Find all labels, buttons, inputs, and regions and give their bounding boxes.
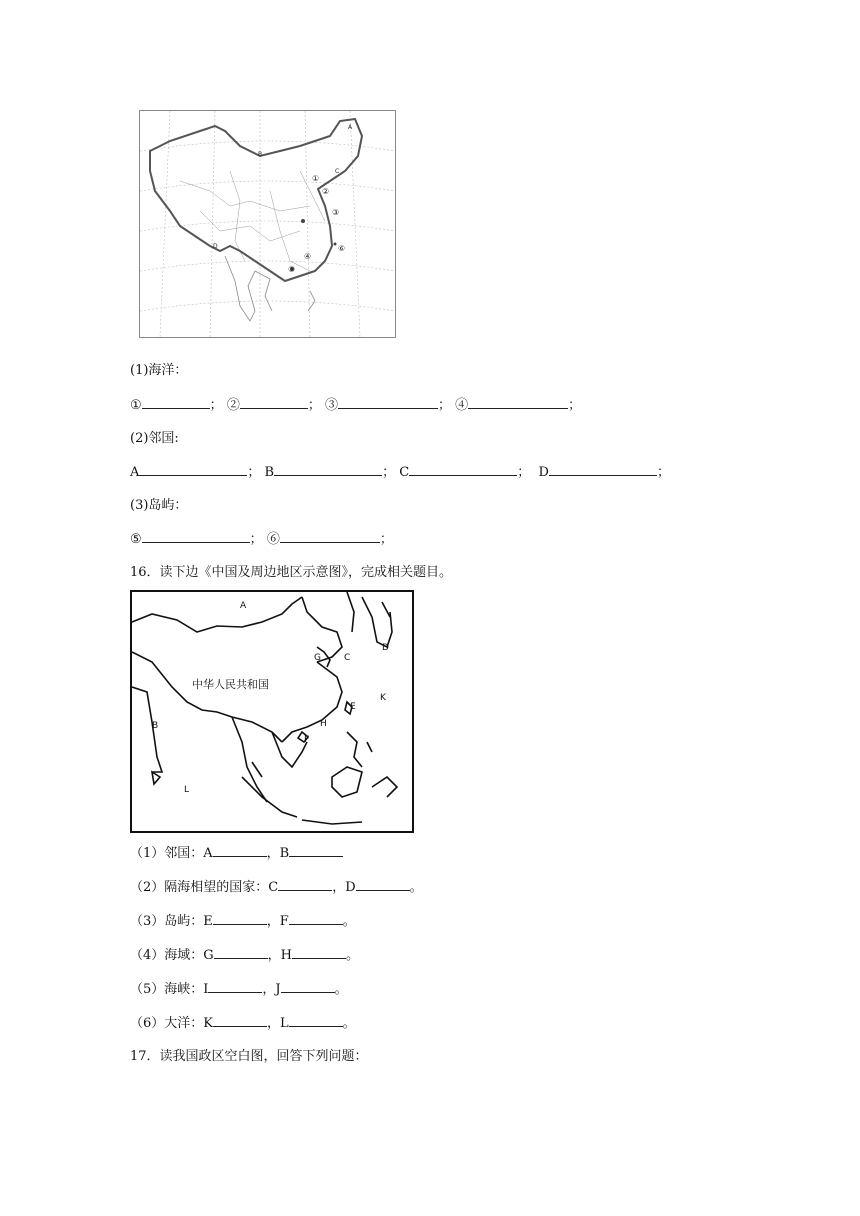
sep: ； bbox=[379, 532, 393, 547]
blank-neighbor-a[interactable] bbox=[139, 463, 247, 476]
blank-ocean-3[interactable] bbox=[338, 396, 438, 409]
item-mid: ，D bbox=[332, 880, 356, 895]
map1-label-5: ⑤ bbox=[288, 265, 296, 274]
ocean-item-4: ④ bbox=[455, 398, 469, 413]
neighbor-item-a: A bbox=[130, 465, 140, 480]
blank-d[interactable] bbox=[356, 878, 410, 891]
map2-country-label: 中华人民共和国 bbox=[192, 678, 269, 691]
blank-c[interactable] bbox=[278, 878, 332, 891]
item-prefix: （3）岛屿：E bbox=[130, 914, 213, 929]
map2-label-l: L bbox=[184, 785, 190, 795]
blank-ocean-1[interactable] bbox=[142, 396, 210, 409]
neighbor-blanks-line bbox=[130, 463, 670, 482]
item-end: 。 bbox=[342, 914, 356, 929]
blank-neighbor-b[interactable] bbox=[274, 463, 382, 476]
blank-ocean-2[interactable] bbox=[240, 396, 308, 409]
map2-svg bbox=[132, 592, 412, 831]
item-prefix: （1）邻国：A bbox=[130, 846, 213, 861]
blank-e[interactable] bbox=[213, 912, 267, 925]
map2-label-k: K bbox=[380, 693, 386, 703]
item-mid: ，B bbox=[266, 846, 290, 861]
map2-label-f: F bbox=[304, 735, 310, 745]
sep: ； bbox=[517, 465, 531, 480]
sep: ； bbox=[438, 398, 452, 413]
sep: ； bbox=[307, 398, 321, 413]
blank-neighbor-c[interactable] bbox=[409, 463, 517, 476]
blank-k[interactable] bbox=[213, 1014, 267, 1027]
neighbor-item-b: B bbox=[264, 465, 275, 480]
item-prefix: （6）大洋：K bbox=[130, 1016, 213, 1031]
neighbor-heading: (2)邻国: bbox=[130, 431, 179, 446]
map1-label-1: ① bbox=[312, 174, 320, 183]
map1-label-b: B bbox=[258, 151, 263, 158]
sep: ； bbox=[656, 465, 670, 480]
map2-label-d: D bbox=[382, 643, 389, 653]
map2-label-a: A bbox=[240, 601, 247, 611]
blank-ocean-4[interactable] bbox=[468, 396, 568, 409]
q16-item-6 bbox=[130, 1014, 356, 1033]
question-17-title: 17．读我国政区空白图，回答下列问题： bbox=[130, 1049, 368, 1064]
item-end: 。 bbox=[409, 880, 423, 895]
q16-item-2 bbox=[130, 878, 423, 897]
blank-l[interactable] bbox=[289, 1014, 343, 1027]
q16-item-4 bbox=[130, 946, 359, 965]
map2-label-c: C bbox=[344, 653, 351, 663]
sep: ； bbox=[382, 465, 396, 480]
item-mid: ，L bbox=[266, 1016, 289, 1031]
map2-label-g: G bbox=[314, 653, 321, 663]
q16-item-5 bbox=[130, 980, 348, 999]
island-item-5: ⑤ bbox=[130, 532, 142, 547]
island-blanks-line bbox=[130, 530, 393, 549]
item-end: 。 bbox=[342, 1016, 356, 1031]
map1-svg bbox=[140, 111, 395, 337]
item-prefix: （4）海域：G bbox=[130, 948, 214, 963]
ocean-item-3: ③ bbox=[324, 398, 338, 413]
sep: ； bbox=[249, 532, 263, 547]
map1-label-a: A bbox=[348, 124, 353, 131]
map1-label-4: ④ bbox=[304, 252, 312, 261]
china-outline-map bbox=[139, 110, 396, 338]
map1-label-3: ③ bbox=[332, 208, 340, 217]
island-item-6: ⑥ bbox=[266, 532, 280, 547]
sep: ； bbox=[247, 465, 261, 480]
item-mid: ，J bbox=[262, 982, 281, 997]
map2-label-b: B bbox=[152, 721, 159, 731]
blank-h[interactable] bbox=[292, 946, 346, 959]
map1-label-d: D bbox=[213, 243, 218, 250]
item-mid: ，F bbox=[266, 914, 289, 929]
q16-item-1 bbox=[130, 844, 343, 863]
item-end: 。 bbox=[346, 948, 360, 963]
item-end: 。 bbox=[334, 982, 348, 997]
map1-label-2: ② bbox=[322, 187, 330, 196]
island-heading: (3)岛屿： bbox=[130, 498, 188, 513]
item-mid: ，H bbox=[267, 948, 292, 963]
china-region-map bbox=[130, 590, 414, 833]
sep: ； bbox=[568, 398, 582, 413]
blank-island-6[interactable] bbox=[280, 530, 380, 543]
sep: ； bbox=[209, 398, 223, 413]
map2-label-e: E bbox=[350, 702, 356, 712]
blank-island-5[interactable] bbox=[142, 530, 250, 543]
blank-f[interactable] bbox=[289, 912, 343, 925]
ocean-item-1: ① bbox=[130, 398, 142, 413]
item-prefix: （2）隔海相望的国家：C bbox=[130, 880, 279, 895]
ocean-blanks-line bbox=[130, 396, 581, 415]
neighbor-item-c: C bbox=[399, 465, 410, 480]
ocean-heading: (1)海洋： bbox=[130, 363, 188, 378]
blank-a[interactable] bbox=[213, 844, 267, 857]
q16-item-3 bbox=[130, 912, 356, 931]
blank-neighbor-d[interactable] bbox=[549, 463, 657, 476]
neighbor-item-d: D bbox=[538, 465, 549, 480]
blank-b[interactable] bbox=[289, 844, 343, 857]
blank-g[interactable] bbox=[214, 946, 268, 959]
map2-label-h: H bbox=[320, 719, 327, 729]
blank-i[interactable] bbox=[208, 980, 262, 993]
item-prefix: （5）海峡：I bbox=[130, 982, 209, 997]
map1-label-c: C bbox=[335, 168, 340, 175]
ocean-item-2: ② bbox=[226, 398, 240, 413]
question-16-title: 16．读下边《中国及周边地区示意图》，完成相关题目。 bbox=[130, 565, 453, 580]
blank-j[interactable] bbox=[281, 980, 335, 993]
map1-label-6: ⑥ bbox=[338, 244, 346, 253]
